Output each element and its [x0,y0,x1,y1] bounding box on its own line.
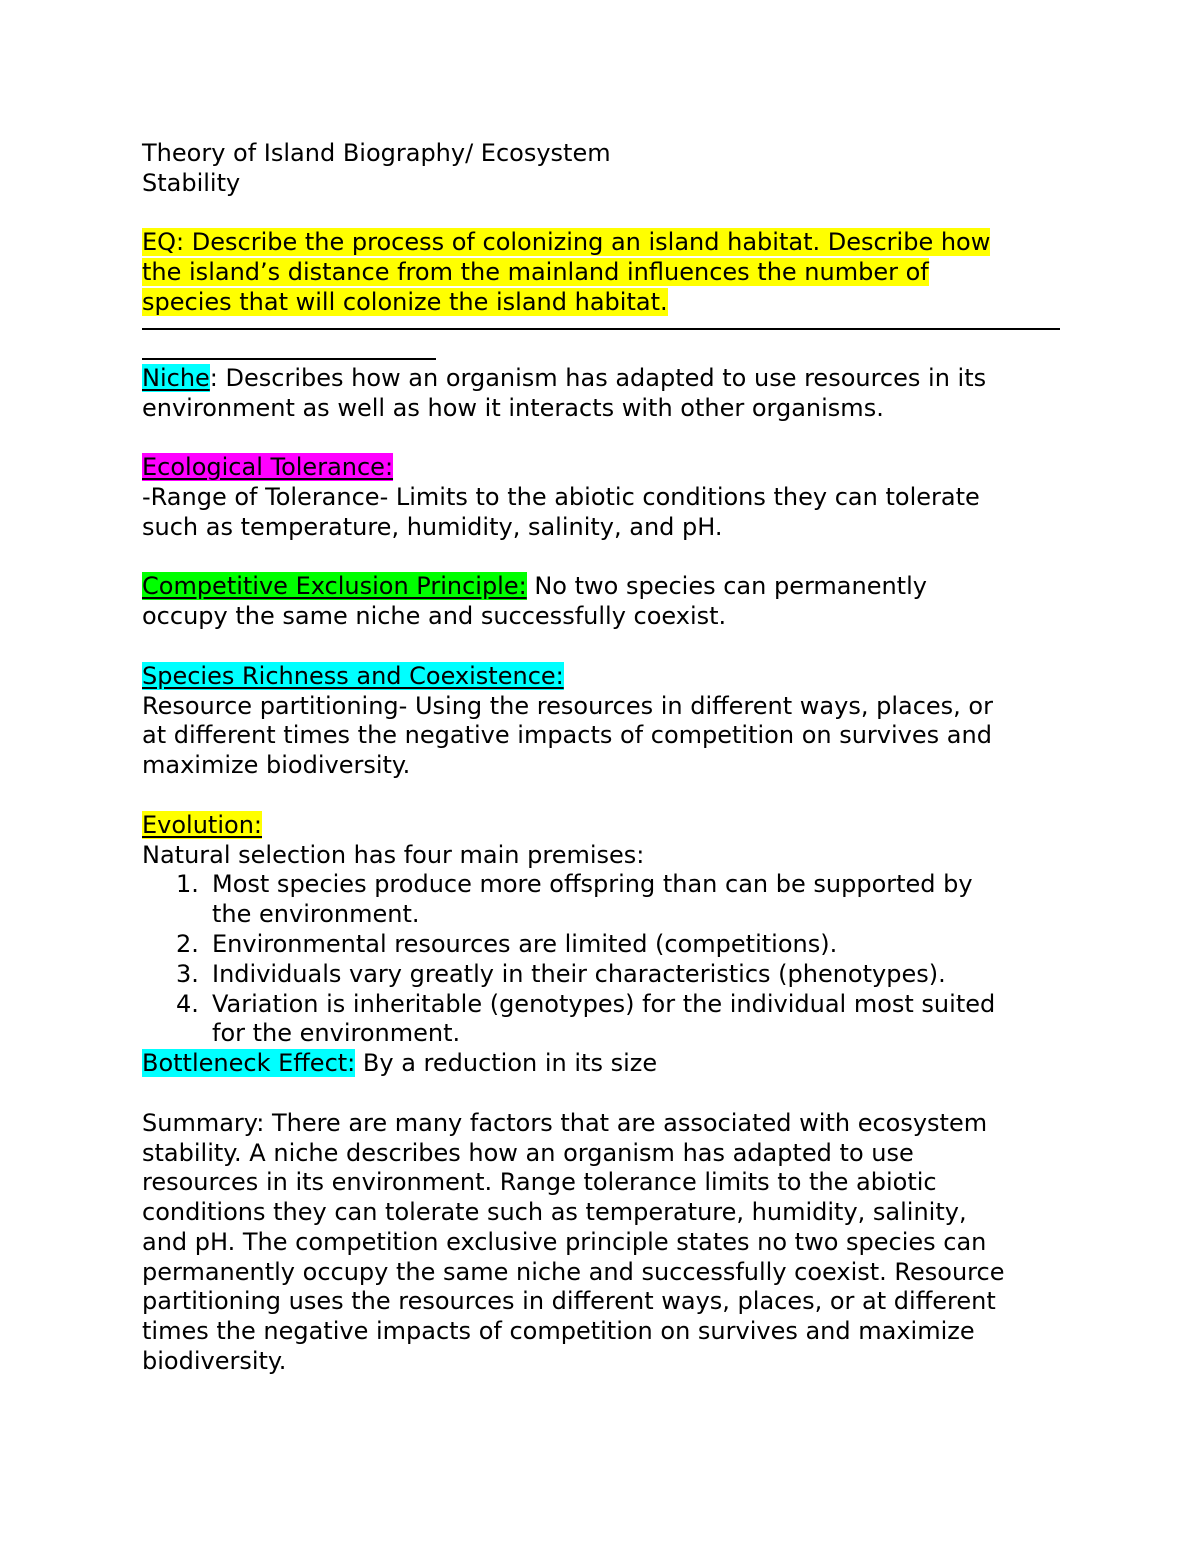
document-page [142,139,1067,1377]
rule-line-long [142,328,1060,330]
tolerance-heading [142,453,1067,483]
spacer [142,781,1067,811]
list-item: 1. Most species produce more offspring than can be supported by the environment. [176,870,973,929]
summary-line: resources in its environment. Range tolerance limits to the abiotic [142,1168,937,1197]
list-item: 3. Individuals vary greatly in their characteristics (phenotypes). [176,959,946,988]
essential-question-line-1: EQ: Describe the process of colonizing an island habitat. Describe how [142,228,991,257]
richness-term: Species Richness and Coexistence: [142,661,564,690]
list-item: 2. Environmental resources are limited (competitions). [176,929,838,958]
title-line-2: Stability [142,168,241,197]
richness-line-3: maximize biodiversity. [142,751,411,780]
exclusion-term: Competitive Exclusion Principle: [142,572,527,601]
spacer [142,1079,1067,1109]
evolution-intro: Natural selection has four main premises: [142,840,645,869]
niche-term: Niche [142,363,210,392]
spacer [142,632,1067,662]
richness-line-2: at different times the negative impacts of competition on survives and [142,721,992,750]
evolution-term: Evolution: [142,810,262,839]
niche-line-1: Niche: Describes how an organism has adapted to use resources in its [142,363,987,392]
list-item: 4. Variation is inheritable (genotypes) for the individual most suited for the environment. [176,989,996,1048]
spacer [142,199,1067,229]
bottleneck-line: Bottleneck Effect: By a reduction in its size [142,1049,658,1078]
exclusion-line-2: occupy the same niche and successfully coexist. [142,602,727,631]
bottleneck-term: Bottleneck Effect: [142,1049,356,1078]
richness-line-1: Resource partitioning- Using the resources in different ways, places, or [142,691,993,720]
horizontal-rule [142,318,1067,364]
summary-line: permanently occupy the same niche and successfully coexist. Resource [142,1257,1005,1286]
summary-line: stability. A niche describes how an organism has adapted to use [142,1138,914,1167]
tolerance-term: Ecological Tolerance: [142,453,394,482]
exclusion-line-1: Competitive Exclusion Principle: No two species can permanently [142,572,927,601]
summary-line: biodiversity. [142,1347,287,1376]
essential-question-line-2: the island’s distance from the mainland influences the number of [142,258,929,287]
rule-line-short [142,358,436,360]
title-line-1: Theory of Island Biography/ Ecosystem [142,139,611,167]
spacer [142,423,1067,453]
tolerance-line-1: -Range of Tolerance- Limits to the abiotic conditions they can tolerate [142,482,980,511]
summary-line: and pH. The competition exclusive principle states no two species can [142,1227,987,1256]
summary-line: times the negative impacts of competition on survives and maximize [142,1317,975,1346]
evolution-heading [142,811,1067,841]
spacer [142,543,1067,573]
summary-line: Summary: There are many factors that are associated with ecosystem [142,1108,988,1137]
summary-line: conditions they can tolerate such as temperature, humidity, salinity, [142,1198,967,1227]
essential-question-line-3: species that will colonize the island habitat. [142,287,668,316]
niche-line-2: environment as well as how it interacts with other organisms. [142,393,884,422]
summary-line: partitioning uses the resources in different ways, places, or at different [142,1287,996,1316]
premises-list [142,870,1067,1049]
summary-paragraph [142,1109,1067,1377]
richness-heading [142,662,1067,692]
tolerance-line-2: such as temperature, humidity, salinity, and pH. [142,512,723,541]
